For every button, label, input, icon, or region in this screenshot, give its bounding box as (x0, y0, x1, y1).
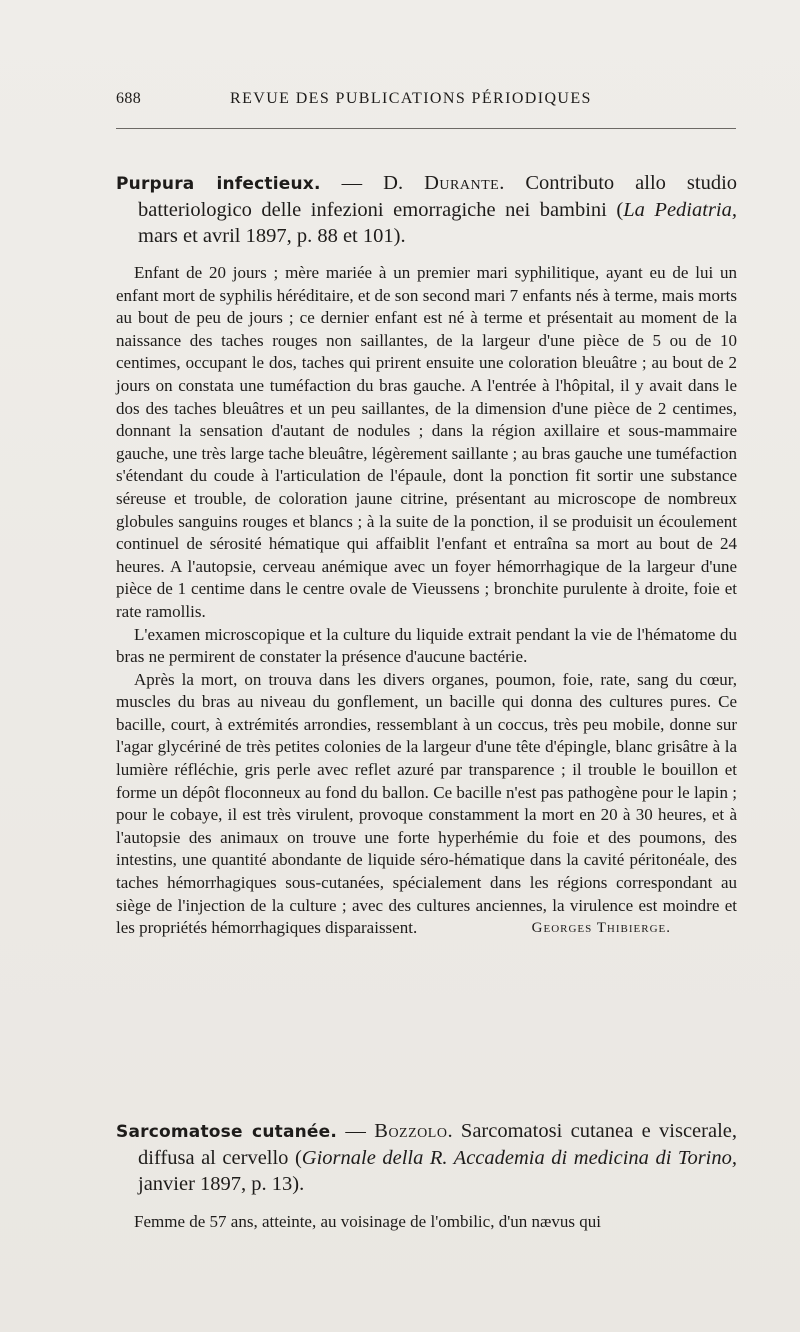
heading-dash: — (345, 1120, 366, 1142)
article-title: . Contributo allo studio batteriologico delle infezioni emorragiche nei bambini ( (138, 172, 738, 221)
article-rubric: Purpura infectieux. (116, 174, 321, 194)
heading-dash: — (341, 172, 363, 194)
running-head-title: REVUE DES PUBLICATIONS PÉRIODIQUES (230, 90, 592, 107)
page-number: 688 (116, 90, 142, 107)
running-head (116, 90, 736, 116)
journal-name: Giornale della R. Accademia di medicina di Torino, (301, 1147, 737, 1169)
article-heading (116, 1118, 737, 1197)
author-initial: D. (383, 172, 404, 194)
article-sarcomatose-cutanee (116, 1118, 737, 1234)
article-heading (116, 170, 737, 249)
citation-details: janvier 1897, p. 13). (138, 1173, 305, 1195)
article-purpura-infectieux (116, 170, 737, 940)
body-paragraph: Femme de 57 ans, atteinte, au voisinage de l'ombilic, d'un nævus qui (134, 1212, 601, 1231)
body-paragraph: Enfant de 20 jours ; mère mariée à un premier mari syphilitique, ayant eu de lui un enfant mort de syphilis héréditaire, et de son second mari 7 enfants nés à terme, mais morts au bout de peu de jours ; ce dernier enfant est né à terme et présentait au moment de la naissance des taches rouges non saillantes, de la largeur d'une pièce de 5 ou de 10 centimes, occupant le dos, taches qui prirent ensuite une coloration bleuâtre ; au bout de 2 jours on constata une tuméfaction du bras gauche. A l'entrée à l'hôpital, il y avait dans le dos des taches bleuâtres et un peu saillantes, de la dimension d'une pièce de 2 centimes, donnant la sensation d'autant de nodules ; dans la région axillaire et sous-mammaire gauche, une très large tache bleuâtre, légèrement saillante ; au bras gauche une tuméfaction s'étendant du coude à l'articulation de l'épaule, dont la ponction fit sortir une substance séreuse et trouble, de coloration jaune citrine, présentant au microscope de nombreux globules sanguins rouges et blancs ; à la suite de la ponction, il se produisit un écoulement continuel de sérosité hématique qui affaiblit l'enfant et entraîna sa mort au bout de 24 heures. A l'autopsie, cerveau anémique avec un foyer hémorrhagique de la largeur d'une pièce de 1 centime dans le centre ovale de Vieussens ; bronchite purulente à droite, foie et rate ramollis. (116, 263, 737, 621)
author-signature: Georges Thibierge. (531, 920, 671, 937)
author-name: Bozzolo (374, 1120, 448, 1142)
author-name: Durante (424, 172, 500, 194)
body-paragraph: L'examen microscopique et la culture du liquide extrait pendant la vie de l'hématome du bras ne permirent de constater la présence d'aucune bactérie. (116, 624, 737, 667)
header-rule (116, 128, 736, 129)
citation-details: mars et avril 1897, p. 88 et 101). (138, 225, 406, 247)
article-rubric: Sarcomatose cutanée. (116, 1122, 338, 1142)
body-paragraph: Après la mort, on trouva dans les divers organes, poumon, foie, rate, sang du cœur, muscles du bras au niveau du gonflement, un bacille qui donna des cultures pures. Ce bacille, court, à extrémités arrondies, ressemblant à un coccus, très peu mobile, donne sur l'agar glycériné de très petites colonies de la largeur d'une tête d'épingle, blanc grisâtre à la lumière réfléchie, gris perle avec reflet azuré par transparence ; il trouble le bouillon et forme un dépôt floconneux au fond du ballon. Ce bacille n'est pas pathogène pour le lapin ; pour le cobaye, il est très virulent, provoque constamment la mort en 20 à 30 heures, et à l'autopsie des animaux on trouve une forte hyperhémie du foie et des poumons, des intestins, une quantité abondante de liquide séro-hématique dans la cavité péritonéale, des taches hémorrhagiques sous-cutanées, spécialement dans les régions correspondant au siège de l'injection de la culture ; avec des cultures anciennes, la virulence est moindre et les propriétés hémorrhagiques disparaissent. (116, 669, 737, 938)
article-title: . Sarcomatosi cutanea e viscerale, diffusa al cervello ( (138, 1120, 737, 1169)
journal-name: La Pediatria, (623, 199, 737, 221)
